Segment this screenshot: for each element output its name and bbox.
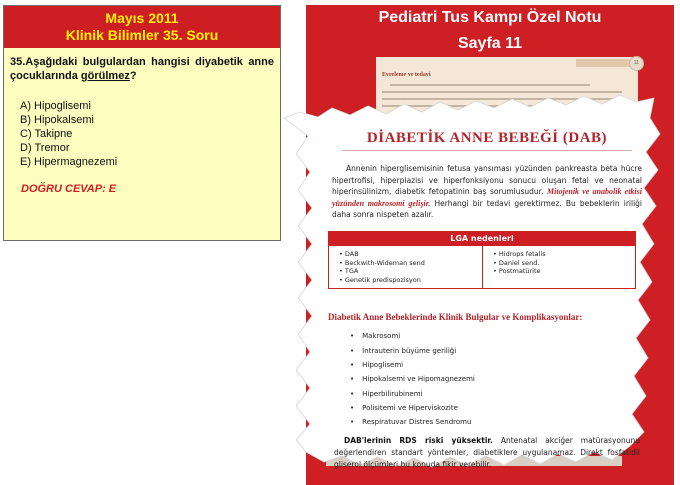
lga-item: • Postmatürite xyxy=(493,267,541,276)
lga-item: • Daniel send. xyxy=(493,258,540,267)
option-c: C) Takipne xyxy=(20,128,73,140)
lga-box xyxy=(328,231,636,289)
question-date: Mayıs 2011 xyxy=(105,10,179,26)
intro-text-2: Herhangi bir tedavi gerektirmez. Bu bebeklerin iriliği daha sonra nispeten azalır. xyxy=(332,198,642,220)
background-heading: Evreleme ve tedavi xyxy=(382,72,431,78)
background-page-circle: 11 xyxy=(629,56,644,71)
lga-title: LGA nedenleri xyxy=(329,232,635,246)
correct-answer: DOĞRU CEVAP: E xyxy=(21,183,117,195)
clinical-item: • Hipoglisemi xyxy=(350,358,652,372)
lga-item: • Hidrops fetalis xyxy=(493,249,546,258)
rds-paragraph xyxy=(334,435,640,470)
question-number: Klinik Bilimler 35. Soru xyxy=(65,27,219,43)
intro-emphasis: Mitojenik ve anabolik etkisi yüzünden makrosomi gelişir. xyxy=(332,187,642,208)
note-title: Pediatri Tus Kampı Özel Notu xyxy=(378,9,602,26)
intro-text-1: Annenin hiperglisemisinin fetusa yansıması yüzünden pankreasta beta hücre hipertrofisi, hiperplazisi ve hiperfonksiyonu sonucu oluşan fetal ve neonatal hiperinsülinizm, diabetik fetopatinin baş sorumlusudur. xyxy=(332,164,642,197)
clinical-item: • Polisitemi ve Hiperviskozite xyxy=(350,401,652,415)
document-title: DİABETİK ANNE BEBEĞİ (DAB) xyxy=(366,130,608,146)
lga-item: • Beckwith-Wideman send xyxy=(339,258,425,267)
intro-paragraph xyxy=(332,163,642,221)
clinical-item: • Respiratuvar Distres Sendromu xyxy=(350,415,652,429)
option-e: E) Hipermagnezemi xyxy=(20,156,118,168)
clinical-item: • Makrosomi xyxy=(350,329,652,343)
option-d: D) Tremor xyxy=(20,142,70,154)
lga-item: • Genetik predispozisyon xyxy=(339,275,421,284)
question-text-part1: 35.Aşağıdaki bulgulardan hangisi diyabetik anne çocuklarında xyxy=(10,56,274,82)
question-text-part2: ? xyxy=(129,70,137,82)
lga-item: • DAB xyxy=(339,249,359,258)
clinical-item: • Hipokalsemi ve Hipomagnezemi xyxy=(350,372,652,386)
clinical-findings-title: Diabetik Anne Bebeklerinde Klinik Bulgular ve Komplikasyonlar: xyxy=(328,312,583,323)
note-document xyxy=(322,130,652,470)
rds-bold-text: DAB'lerinin RDS riski yüksektir. xyxy=(344,436,493,446)
lga-left-column xyxy=(329,246,482,288)
clinical-item: • Hiperbilirubinemi xyxy=(350,387,652,401)
lga-body xyxy=(329,246,635,288)
lga-item: • TGA xyxy=(339,267,359,276)
rds-text: Antenatal akciğer matürasyonunu değerlendiren standart yöntemler, diabetiklere uygulanamaz. Direkt fosfatidil gliserol ölçümleri bu konuda fikir verebilir. xyxy=(334,436,640,469)
note-page-number: Sayfa 11 xyxy=(457,35,523,52)
option-a: A) Hipoglisemi xyxy=(20,100,91,112)
question-text-underlined: görülmez xyxy=(80,70,130,82)
lga-right-column xyxy=(482,246,635,288)
clinical-findings-list xyxy=(350,329,652,429)
option-b: B) Hipokalsemi xyxy=(20,114,94,126)
title-divider xyxy=(342,150,632,151)
clinical-item: • İntrauterin büyüme geriliği xyxy=(350,344,652,358)
